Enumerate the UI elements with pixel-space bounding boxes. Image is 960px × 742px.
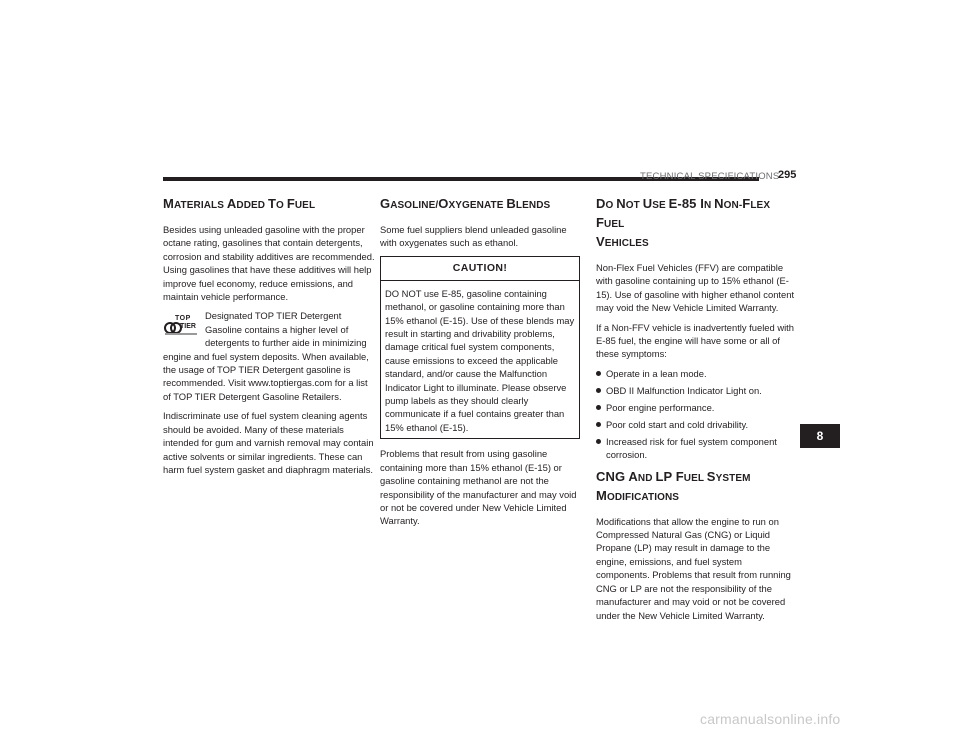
bullet-icon xyxy=(596,439,601,444)
bullet-icon xyxy=(596,388,601,393)
list-item: Poor cold start and cold drivability. xyxy=(596,418,798,431)
paragraph-cleaning-agents: Indiscriminate use of fuel system cleaning agents should be avoided. Many of these materials intended for gum and varnish removal may contain active solvents or similar ingredients. These can harm fuel system gasket and diaphragm materials. xyxy=(163,410,374,475)
heading-cng-lp-modifications: CNG AND LP FUEL SYSTEM MODIFICATIONS xyxy=(596,468,751,503)
paragraph-oxygenates: Some fuel suppliers blend unleaded gasoline with oxygenates such as ethanol. xyxy=(380,224,567,249)
column-e85-and-cng xyxy=(596,195,798,628)
top-tier-logo: TOP TIER xyxy=(163,315,199,339)
paragraph-top-tier: Designated TOP TIER Detergent Gasoline contains a higher level of detergents to further aide in minimizing engine and fuel system deposits. When available, the usage of TOP TIER Detergent gasoline is recommended. Visit www.toptiergas.com for a list of TOP TIER Detergent Gasoline Retailers. xyxy=(163,310,369,402)
list-item: Increased risk for fuel system component corrosion. xyxy=(596,435,798,462)
heading-gasoline-oxygenate-blends: GASOLINE/OXYGENATE BLENDS xyxy=(380,196,551,211)
list-item: Poor engine performance. xyxy=(596,401,798,414)
caution-box xyxy=(380,256,580,439)
heading-materials-added-to-fuel: MATERIALS ADDED TO FUEL xyxy=(163,196,316,211)
column-gasoline-oxygenate-blends xyxy=(380,195,580,534)
column-materials-added-to-fuel xyxy=(163,195,377,482)
page-number: 295 xyxy=(778,169,797,181)
bullet-icon xyxy=(596,371,601,376)
paragraph-cng-lp: Modifications that allow the engine to run on Compressed Natural Gas (CNG) or Liquid Propane (LP) may result in damage to the engine, emissions, and fuel system components. Problems that result from running CNG or LP are not the responsibility of the manufacturer and may void or not be covered under the New Vehicle Limited Warranty. xyxy=(596,515,791,621)
paragraph-problems: Problems that result from using gasoline containing more than 15% ethanol (E-15) or gasoline containing methanol are not the responsibility of the manufacturer and may void or not be covered under New Vehicle Limited Warranty. xyxy=(380,448,577,527)
paragraph-non-ffv: Non-Flex Fuel Vehicles (FFV) are compatible with gasoline containing up to 15% ethanol (E-15). Use of gasoline with higher ethanol content may void the New Vehicle Limited Warranty. xyxy=(596,262,795,314)
watermark: carmanualsonline.info xyxy=(700,711,841,727)
section-tab: 8 xyxy=(800,424,840,448)
paragraph-additives: Besides using unleaded gasoline with the proper octane rating, gasolines that contain detergents, corrosion and stability additives are recommended. Using gasolines that have these additives will help improve fuel economy, reduce emissions, and maintain vehicle performance. xyxy=(163,224,375,303)
symptom-list xyxy=(596,367,798,462)
list-item: Operate in a lean mode. xyxy=(596,367,798,380)
running-head: TECHNICAL SPECIFICATIONS xyxy=(640,171,780,182)
heading-do-not-use-e85: DO NOT USE E-85 IN NON-FLEX FUEL VEHICLES xyxy=(596,196,771,249)
bullet-icon xyxy=(596,405,601,410)
caution-title: CAUTION! xyxy=(381,257,579,281)
list-item: OBD II Malfunction Indicator Light on. xyxy=(596,384,798,397)
paragraph-symptoms-intro: If a Non-FFV vehicle is inadvertently fueled with E-85 fuel, the engine will have some or all of these symptoms: xyxy=(596,321,795,360)
top-tier-block xyxy=(163,309,377,403)
caution-text: DO NOT use E-85, gasoline containing methanol, or gasoline containing more than 15% ethanol (E-15). Use of these blends may result in starting and drivability problems, damage critical fuel system components, cause emissions to exceed the applicable standard, and/or cause the Malfunction Indicator Light to illuminate. Please observe pump labels as they should clearly communicate if a fuel contains greater than 15% ethanol (E-15). xyxy=(385,287,575,433)
bullet-icon xyxy=(596,422,601,427)
